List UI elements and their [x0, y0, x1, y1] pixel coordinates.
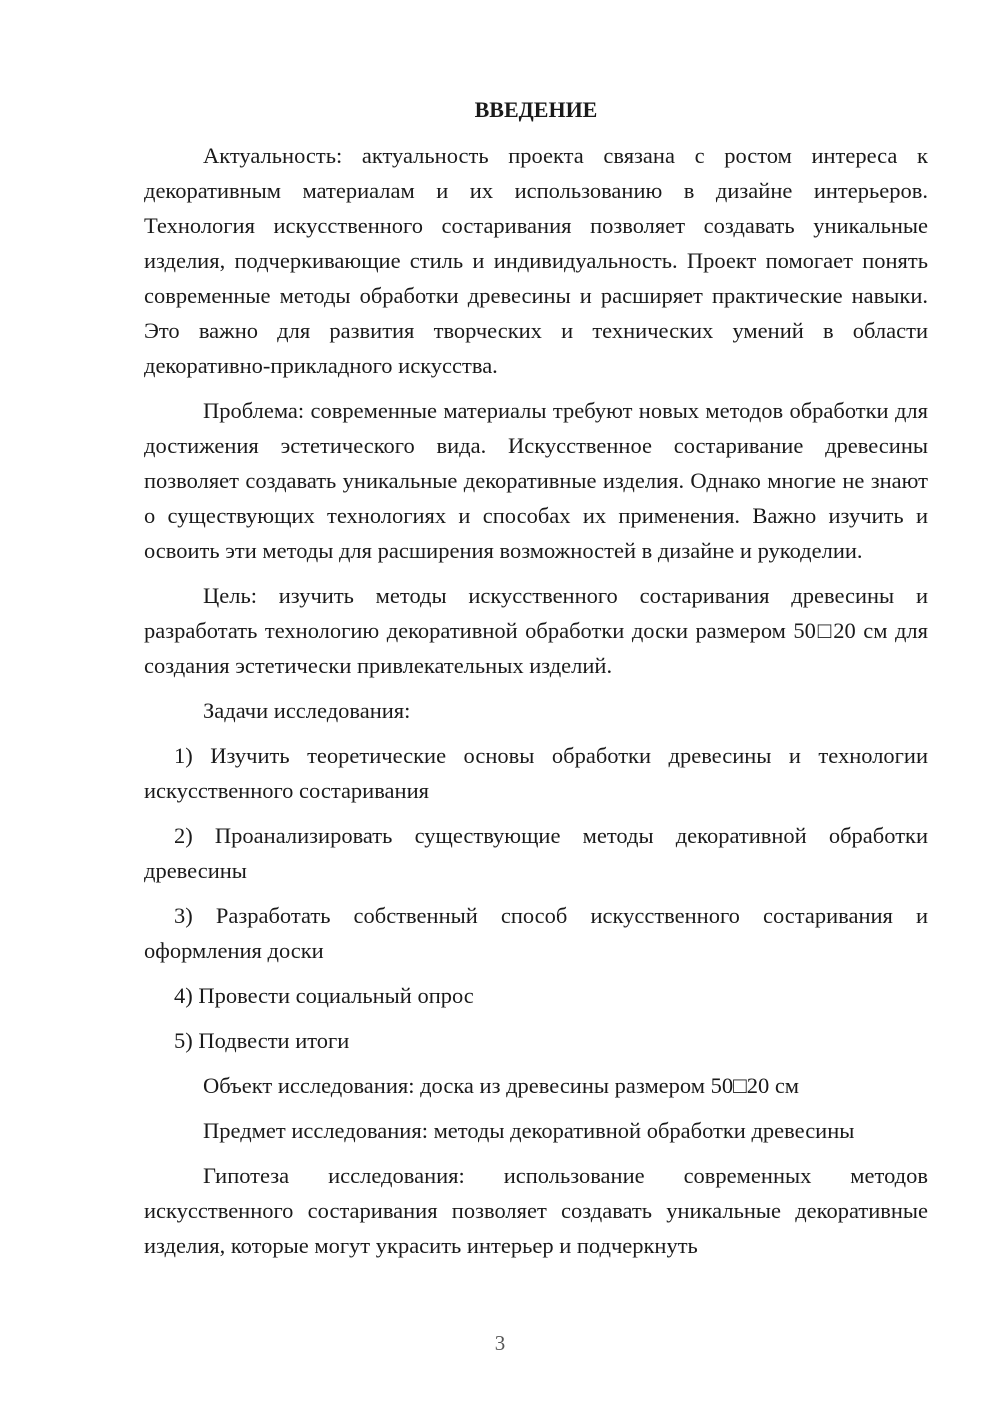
hypothesis-paragraph: Гипотеза исследования: использование современных методов искусственного состаривания позволяет создавать уникальные декоративные изделия, которые могут украсить интерьер и подчеркнуть	[144, 1163, 928, 1258]
relevance-paragraph: Актуальность: актуальность проекта связана с ростом интереса к декоративным материалам и их использованию в дизайне интерьеров. Технология искусственного состаривания позволяет создавать уникальные изделия, подчеркивающие стиль и индивидуальность. Проект помогает понять современные методы обработки древесины и расширяет практические навыки. Это важно для развития творческих и технических умений в области декоративно-прикладного искусства.	[144, 143, 928, 378]
research-object-paragraph: Объект исследования: доска из древесины размером 50□20 см	[203, 1073, 800, 1098]
task-item-5: 5) Подвести итоги	[174, 1028, 350, 1053]
tasks-heading: Задачи исследования:	[203, 698, 411, 723]
page-number: 3	[494, 1331, 506, 1355]
page-content	[144, 92, 928, 1273]
research-subject-paragraph: Предмет исследования: методы декоративной обработки древесины	[203, 1118, 855, 1143]
goal-paragraph: Цель: изучить методы искусственного состаривания древесины и разработать технологию декоративной обработки доски размером 50□20 см для создания эстетически привлекательных изделий.	[144, 583, 928, 678]
problem-paragraph: Проблема: современные материалы требуют новых методов обработки для достижения эстетического вида. Искусственное состаривание древесины позволяет создавать уникальные декоративные изделия. Однако многие не знают о существующих технологиях и способах их применения. Важно изучить и освоить эти методы для расширения возможностей в дизайне и рукоделии.	[144, 398, 928, 563]
task-item-2: 2) Проанализировать существующие методы декоративной обработки древесины	[144, 823, 928, 883]
task-item-3: 3) Разработать собственный способ искусственного состаривания и оформления доски	[144, 903, 928, 963]
task-item-4: 4) Провести социальный опрос	[174, 983, 474, 1008]
task-item-1: 1) Изучить теоретические основы обработки древесины и технологии искусственного состаривания	[144, 743, 928, 803]
section-title: ВВЕДЕНИЕ	[474, 97, 598, 122]
